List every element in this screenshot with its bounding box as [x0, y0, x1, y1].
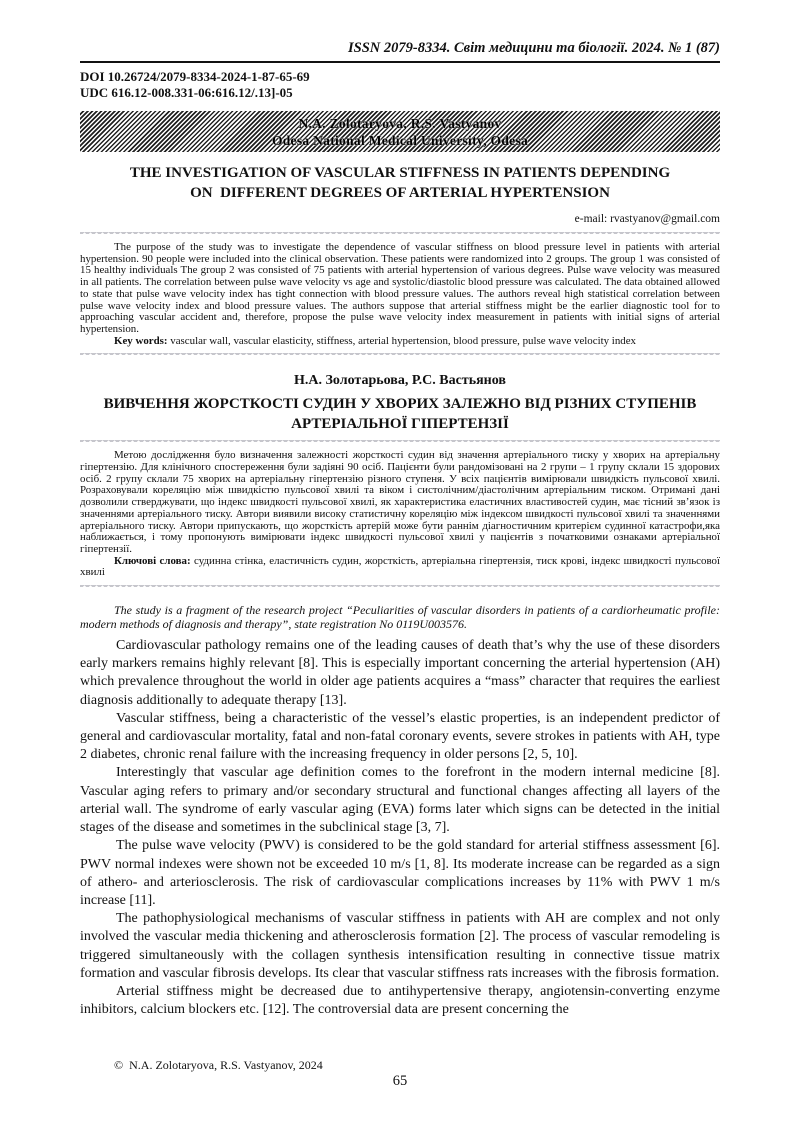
- author-email: e-mail: rvastyanov@gmail.com: [574, 213, 720, 225]
- article-body: [80, 637, 720, 1019]
- research-fragment-note-text: The study is a fragment of the research project “Peculiarities of vascular disorders in patients of a cardiorheumatic profile: modern methods of diagnosis and therapy”, state registration No 0119U003576.: [80, 603, 720, 631]
- udc-line: UDC 616.12-008.331-06:616.12/.13]-05: [80, 84, 293, 100]
- body-paragraph: Arterial stiffness might be decreased due to antihypertensive therapy, angiotensin-converting enzyme inhibitors, calcium blockers etc. [12]. The controversial data are present concerning the: [80, 983, 720, 1018]
- keywords-english: [80, 336, 720, 348]
- affiliation-line: Odesa National Medical University, Odesa: [271, 132, 529, 148]
- zigzag-divider: [80, 353, 720, 360]
- authors-line: N.A. Zolotaryova, R.S. Vastyanov: [298, 115, 502, 131]
- body-paragraph: The pathophysiological mechanisms of vascular stiffness in patients with AH are complex and not only involved the vascular media thickening and atherosclerosis formation [2]. The process of vascular remodeling is triggered simultaneously with the collagen synthesis intensification resulting in connective tissue matrix formation and vascular fibrosis develops. Its clear that vascular stiffness rats increases with the fibrosis formation.: [80, 911, 720, 981]
- page-footer: [80, 1058, 720, 1089]
- journal-page: [80, 0, 720, 1019]
- abstract-english-text: The purpose of the study was to investigate the dependence of vascular stiffness on blood pressure level in patients with arterial hypertension. 90 people were included into the clinical observation. These patients were randomized into 2 groups. The group 1 was consisted of 15 healthy individuals The group 2 was consisted of 75 patients with arterial hypertension of various degrees. Pulse wave velocity was measured in all patients. The correlation between pulse wave velocity vs age and systolic/diastolic blood pressure was calculated. The data obtained allowed to state that pulse wave velocity index has tight connection with blood pressure values. The authors reveal high statistical correlation between pulse wave velocity index and blood pressure values. The authors suppose that arterial stiffness might be the earlier diagnostic tool for to approaching vascular accident and, therefore, propose the pulse wave velocity index measurement in patients with initial signs of arterial hypertension.: [80, 241, 720, 335]
- abstract-ukrainian-text: Метою дослідження було визначення залежності жорсткості судин від значення артеріального тиску у хворих на артеріальну гіпертензію. Для клінічного спостереження були задіяні 90 осіб. Пацієнти були рандомізовані на 2 групи – 1 групу склали 15 здорових осіб. 2 групу склали 75 хворих на артеріальну гіпертензію різного ступеня. У всіх пацієнтів вимірювали швидкість пульсової хвилі. Розраховували кореляцію між швидкістю пульсової хвилі та віком і систолічним/діастолічним артеріальним тиском. Отримані дані дозволили стверджувати, що індекс швидкості пульсової хвилі, як характеристика еластичних властивостей судин, має тісний зв’язок із значеннями артеріального тиску. Автори виявили високу статистичну кореляцію між індексом швидкості пульсової хвилі та значеннями артеріального тиску. Автори припускають, що жорсткість артерій може бути раннім діагностичним критерієм судинної катастрофи,яка наближається, і тому пропонують вимірювати індекс швидкості пульсової хвилі у пацієнтів з початковими ознаками артеріальної гіпертензії.: [80, 449, 720, 555]
- body-paragraph: The pulse wave velocity (PWV) is considered to be the gold standard for arterial stiffness assessment [6]. PWV normal indexes were shown not be exceeded 10 m/s [1, 8]. Its moderate increase can be regarded as a sign of athero- and arteriosclerosis. The risk of cardiovascular complications increases by 11% with PWV 1 m/s increase [11].: [80, 838, 720, 908]
- research-fragment-note: [80, 604, 720, 631]
- title-line-1: THE INVESTIGATION OF VASCULAR STIFFNESS IN PATIENTS DEPENDING: [129, 165, 671, 181]
- zigzag-divider: [80, 585, 720, 592]
- header-rule: [80, 61, 720, 63]
- keywords-english-label: Key words:: [114, 334, 168, 347]
- article-title-ukrainian: [80, 394, 720, 434]
- body-paragraph: Interestingly that vascular age definition comes to the forefront in the modern internal medicine [8]. Vascular aging refers to primary and/or secondary structural and functional changes affecting all layers of the arterial wall. The syndrome of early vascular aging (EVA) forms later which signs can be detected in the initial stages of the disease and sometimes in the subclinical stage [3, 7].: [80, 765, 720, 836]
- keywords-ukrainian: [80, 556, 720, 579]
- keywords-ukrainian-label: Ключові слова:: [114, 554, 191, 567]
- abstract-ukrainian: [80, 450, 720, 579]
- copyright-line: © N.A. Zolotaryova, R.S. Vastyanov, 2024: [114, 1058, 323, 1072]
- zigzag-divider: [80, 232, 720, 239]
- article-title-english: [80, 163, 720, 203]
- journal-issn-header: ISSN 2079-8334. Світ медицини та біології. 2024. № 1 (87): [348, 40, 720, 56]
- ukr-title-line-2: АРТЕРІАЛЬНОЇ ГІПЕРТЕНЗІЇ: [291, 416, 509, 433]
- doi-udc-block: [80, 69, 720, 100]
- authors-hatched-band: [80, 111, 720, 152]
- zigzag-divider: [80, 440, 720, 447]
- body-paragraph: Vascular stiffness, being a characteristic of the vessel’s elastic properties, is an independent predictor of general and cardiovascular mortality, fatal and non-fatal coronary events, severe strokes in patients with AH, type 2 diabetes, chronic renal failure with the increasing frequency in older persons [2, 5, 10].: [80, 710, 720, 763]
- authors-ukrainian: Н.А. Золотарьова, Р.С. Вастьянов: [294, 373, 506, 389]
- doi-line: DOI 10.26724/2079-8334-2024-1-87-65-69: [80, 69, 310, 84]
- title-line-2: ON DIFFERENT DEGREES OF ARTERIAL HYPERTENSION: [190, 185, 610, 201]
- keywords-english-list: vascular wall, vascular elasticity, stiffness, arterial hypertension, blood pressure, pulse wave velocity index: [167, 334, 637, 347]
- keywords-ukrainian-list: судинна стінка, еластичність судин, жорсткість, артеріальна гіпертензія, тиск крові, індекс швидкості пульсової хвилі: [80, 554, 720, 579]
- body-paragraph: Cardiovascular pathology remains one of the leading causes of death that’s why the use of these disorders early markers remains highly relevant [8]. This is especially important concerning the arterial hypertension (AH) which prevalence throughout the world in older age patients acquires a “mass” character that requires the earliest diagnosis additionally to adequate therapy [13].: [80, 638, 720, 708]
- ukr-title-line-1: ВИВЧЕННЯ ЖОРСТКОСТІ СУДИН У ХВОРИХ ЗАЛЕЖНО ВІД РІЗНИХ СТУПЕНІВ: [103, 396, 697, 413]
- abstract-english: [80, 242, 720, 347]
- page-number: 65: [392, 1073, 408, 1089]
